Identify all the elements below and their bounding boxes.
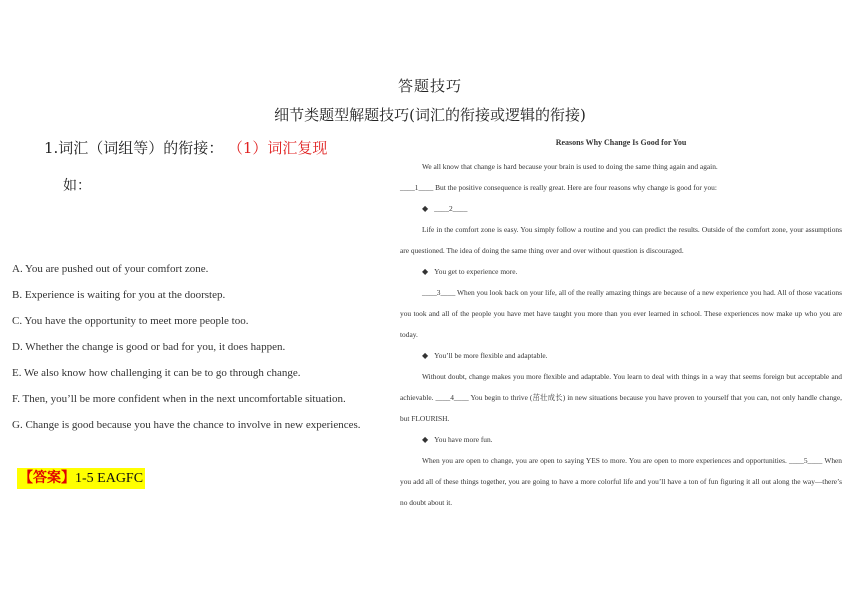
- option-a: A. You are pushed out of your comfort zone.: [12, 263, 209, 275]
- option-d: D. Whether the change is good or bad for you, it does happen.: [12, 341, 286, 353]
- option-f: F. Then, you’ll be more confident when in the next uncomfortable situation.: [12, 393, 346, 405]
- answer-box: [17, 468, 145, 489]
- options-list: [12, 262, 392, 444]
- article-paragraph-5: When you are open to change, you are open to saying YES to more. You are open to more experiences and opportunities. ____5____ When you add all of these things together, you are going to have a more colorful life and you’ll have a ton of fun figuring it all out along the way—there’s no doubt about it.: [400, 456, 842, 507]
- article-bullet-1: ◆ ____2____: [422, 204, 468, 213]
- lead-text: 1.词汇（词组等）的衔接：: [44, 139, 224, 157]
- lead-highlight: （1）词汇复现: [235, 139, 328, 157]
- slide-subtitle: 细节类题型解题技巧(词汇的衔接或逻辑的衔接): [274, 106, 586, 124]
- diamond-bullet-icon: ◆: [422, 351, 429, 360]
- option-g: G. Change is good because you have the chance to involve in new experiences.: [12, 419, 361, 431]
- article-paragraph-4: Without doubt, change makes you more flexible and adaptable. You learn to deal with things in a way that seems foreign but acceptable and achievable. ____4____ You begin to thrive (茁壮成长) in new situations because you have proven to yourself that you can, not only handle change, but FLOURISH.: [400, 372, 842, 423]
- article-paragraph-3: ____3____ When you look back on your life, all of the really amazing things are because of a new experience you had. All of those vacations you took and all of the people you have met have taught you more than you ever learned in school. These experiences now make up who you are today.: [400, 288, 842, 339]
- answer-value: 1-5 EAGFC: [75, 471, 144, 486]
- option-e: E. We also know how challenging it can be to go through change.: [12, 367, 301, 379]
- option-b: B. Experience is waiting for you at the doorstep.: [12, 289, 226, 301]
- slide-title: 答题技巧: [397, 77, 462, 95]
- article-panel: [400, 136, 842, 513]
- article-bullet-3: ◆ You’ll be more flexible and adaptable.: [422, 351, 548, 360]
- option-c: C. You have the opportunity to meet more people too.: [12, 315, 249, 327]
- diamond-bullet-icon: ◆: [422, 435, 429, 444]
- diamond-bullet-icon: ◆: [422, 267, 429, 276]
- article-title: Reasons Why Change Is Good for You: [555, 138, 687, 147]
- article-bullet-2: ◆ You get to experience more.: [422, 267, 518, 276]
- article-paragraph-2: Life in the comfort zone is easy. You simply follow a routine and you can predict the results. Outside of the comfort zone, your assumptions are questioned. The idea of doing the same thing over and over without question is discouraged.: [400, 225, 842, 255]
- article-paragraph-1b: ____1____ But the positive consequence is really great. Here are four reasons why change is good for you:: [400, 183, 717, 192]
- article-bullet-4: ◆ You have more fun.: [422, 435, 493, 444]
- example-label: 如：: [63, 178, 91, 194]
- lead-line: [44, 137, 327, 158]
- answer-label: 【答案】: [19, 470, 75, 486]
- diamond-bullet-icon: ◆: [422, 204, 429, 213]
- article-paragraph-1: We all know that change is hard because your brain is used to doing the same thing again and again.: [422, 162, 718, 171]
